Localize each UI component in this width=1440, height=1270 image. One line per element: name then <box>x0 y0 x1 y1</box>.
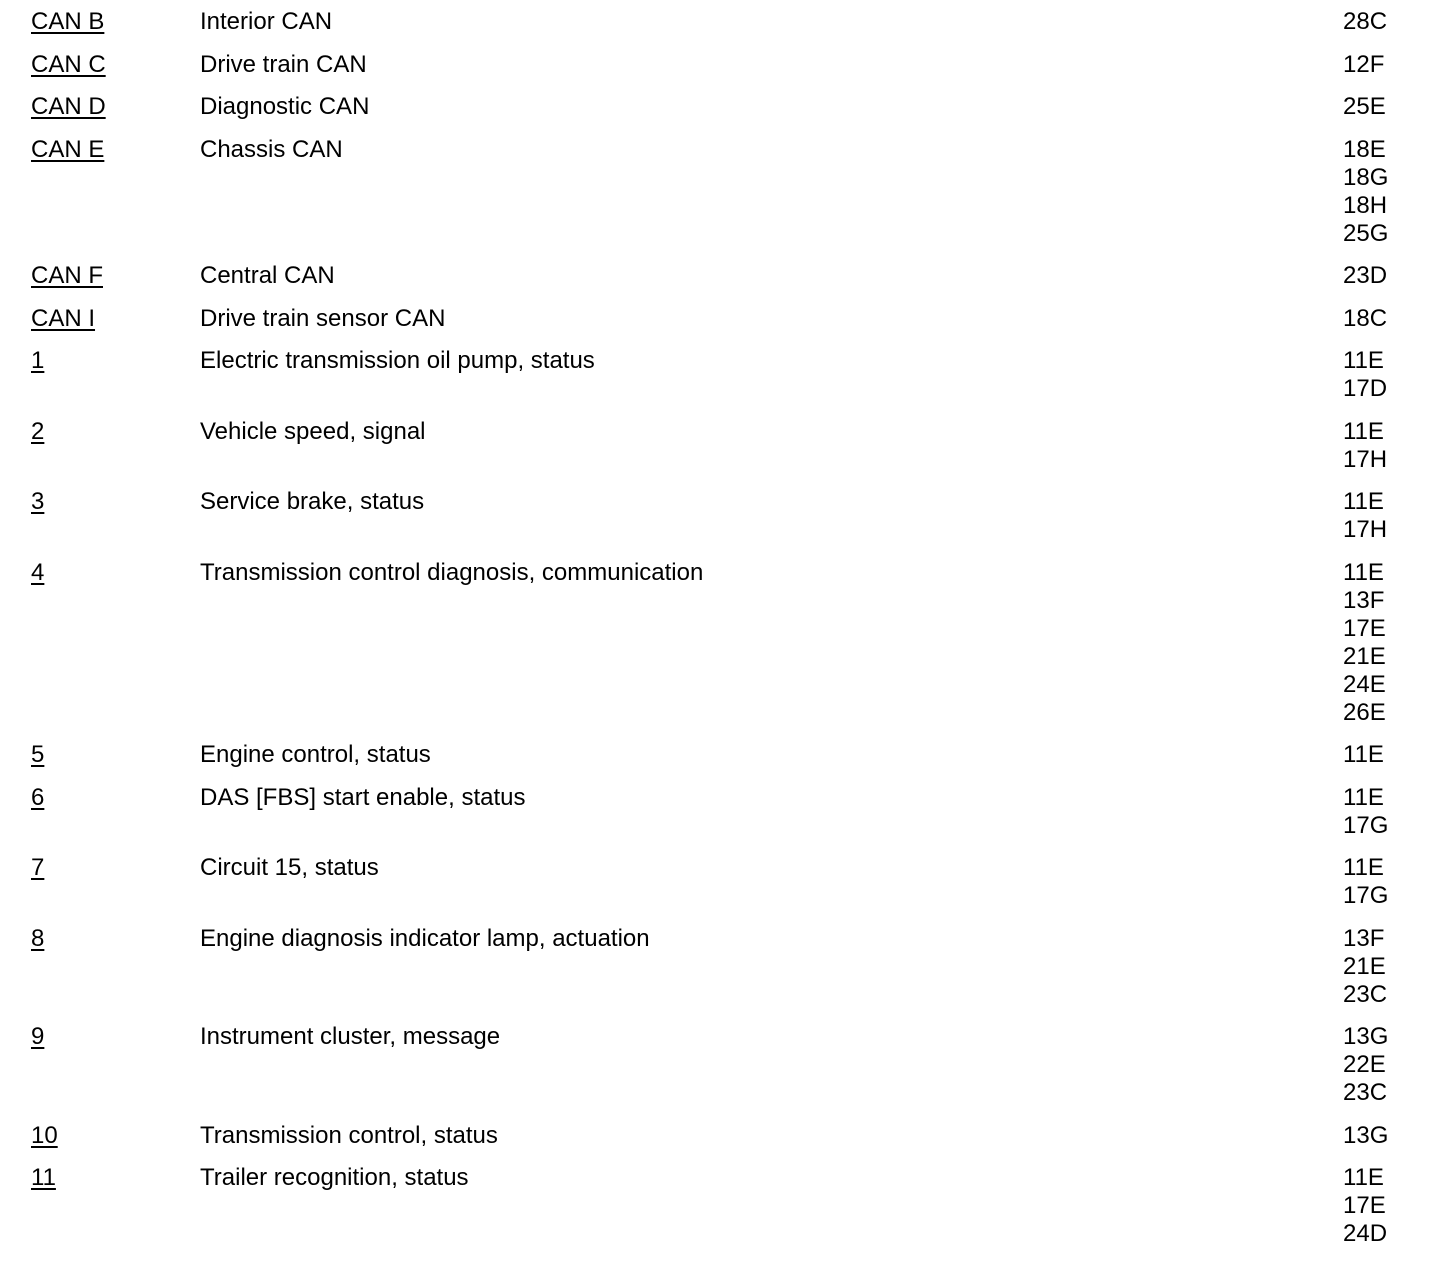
legend-grid-references <box>1343 1164 1411 1248</box>
legend-description: Transmission control diagnosis, communication <box>200 558 704 586</box>
legend-key-link[interactable]: 6 <box>31 783 45 811</box>
legend-key-link[interactable]: 8 <box>31 924 45 952</box>
legend-row <box>31 262 1411 290</box>
grid-reference: 13F <box>1343 924 1385 952</box>
grid-reference: 11E <box>1343 854 1384 881</box>
legend-description: Service brake, status <box>200 488 425 515</box>
legend-grid-references <box>1343 741 1411 769</box>
legend-grid-references <box>1343 925 1411 1009</box>
grid-reference: 11E <box>1343 347 1384 374</box>
legend-grid-references <box>1343 854 1411 910</box>
grid-reference: 11E <box>1343 1164 1384 1191</box>
grid-reference: 11E <box>1343 488 1384 515</box>
legend-description: Diagnostic CAN <box>200 93 370 120</box>
legend-row <box>31 1122 1411 1150</box>
legend-key-link[interactable]: 4 <box>31 558 45 586</box>
legend-key-link[interactable]: 2 <box>31 417 45 445</box>
grid-reference: 11E <box>1343 783 1384 811</box>
legend-key-link[interactable]: CAN B <box>31 8 105 35</box>
grid-reference: 24E <box>1343 670 1386 698</box>
grid-reference: 17D <box>1343 375 1388 402</box>
legend-key-link[interactable]: 3 <box>31 488 45 515</box>
legend-row <box>31 1164 1411 1248</box>
legend-description: Instrument cluster, message <box>200 1023 501 1050</box>
legend-key-link[interactable]: 10 <box>31 1121 58 1149</box>
grid-reference: 13G <box>1343 1121 1389 1149</box>
legend-description: Engine diagnosis indicator lamp, actuation <box>200 924 650 952</box>
signal-legend-table <box>31 8 1411 1263</box>
legend-key-link[interactable]: CAN C <box>31 50 106 78</box>
grid-reference: 12F <box>1343 50 1385 78</box>
grid-reference: 18G <box>1343 163 1389 191</box>
legend-row <box>31 136 1411 248</box>
legend-key-link[interactable]: 7 <box>31 854 45 881</box>
legend-key-link[interactable]: 5 <box>31 741 45 768</box>
legend-row <box>31 418 1411 474</box>
grid-reference: 17H <box>1343 516 1388 543</box>
legend-row <box>31 93 1411 121</box>
legend-grid-references <box>1343 559 1411 727</box>
grid-reference: 21E <box>1343 952 1386 980</box>
legend-description: DAS [FBS] start enable, status <box>200 783 526 811</box>
legend-grid-references <box>1343 262 1411 290</box>
grid-reference: 25E <box>1343 93 1386 120</box>
legend-grid-references <box>1343 784 1411 840</box>
legend-row <box>31 559 1411 727</box>
grid-reference: 23C <box>1343 1079 1388 1106</box>
legend-description: Electric transmission oil pump, status <box>200 347 595 374</box>
grid-reference: 11E <box>1343 741 1384 768</box>
legend-row <box>31 741 1411 769</box>
legend-grid-references <box>1343 93 1411 121</box>
legend-row <box>31 925 1411 1009</box>
legend-row <box>31 854 1411 910</box>
legend-grid-references <box>1343 51 1411 79</box>
legend-key-link[interactable]: 11 <box>31 1164 56 1191</box>
grid-reference: 17E <box>1343 614 1386 642</box>
legend-grid-references <box>1343 418 1411 474</box>
grid-reference: 17G <box>1343 882 1389 909</box>
grid-reference: 23C <box>1343 980 1388 1008</box>
grid-reference: 22E <box>1343 1051 1386 1078</box>
grid-reference: 18C <box>1343 304 1388 332</box>
legend-row <box>31 488 1411 544</box>
legend-grid-references <box>1343 8 1411 36</box>
grid-reference: 28C <box>1343 8 1388 35</box>
legend-description: Drive train sensor CAN <box>200 304 446 332</box>
grid-reference: 11E <box>1343 558 1384 586</box>
legend-key-link[interactable]: CAN F <box>31 262 103 289</box>
legend-description: Central CAN <box>200 262 335 289</box>
legend-row <box>31 784 1411 840</box>
legend-row <box>31 305 1411 333</box>
legend-description: Vehicle speed, signal <box>200 417 426 445</box>
grid-reference: 18H <box>1343 191 1388 219</box>
legend-grid-references <box>1343 136 1411 248</box>
legend-key-link[interactable]: CAN D <box>31 93 106 120</box>
legend-description: Transmission control, status <box>200 1121 498 1149</box>
legend-row <box>31 347 1411 403</box>
grid-reference: 25G <box>1343 219 1389 247</box>
legend-grid-references <box>1343 1023 1411 1107</box>
legend-key-link[interactable]: CAN E <box>31 135 105 163</box>
legend-grid-references <box>1343 488 1411 544</box>
grid-reference: 24D <box>1343 1220 1388 1247</box>
legend-grid-references <box>1343 1122 1411 1150</box>
legend-row <box>31 51 1411 79</box>
grid-reference: 13G <box>1343 1023 1389 1050</box>
grid-reference: 23D <box>1343 262 1388 289</box>
grid-reference: 18E <box>1343 135 1386 163</box>
grid-reference: 17H <box>1343 445 1388 473</box>
legend-key-link[interactable]: 1 <box>31 347 45 374</box>
legend-description: Engine control, status <box>200 741 431 768</box>
grid-reference: 11E <box>1343 417 1384 445</box>
legend-description: Interior CAN <box>200 8 333 35</box>
legend-key-link[interactable]: 9 <box>31 1023 45 1050</box>
legend-description: Trailer recognition, status <box>200 1164 469 1191</box>
legend-row <box>31 8 1411 36</box>
legend-key-link[interactable]: CAN I <box>31 304 96 332</box>
legend-row <box>31 1023 1411 1107</box>
grid-reference: 26E <box>1343 698 1386 726</box>
grid-reference: 17E <box>1343 1192 1386 1219</box>
legend-grid-references <box>1343 305 1411 333</box>
legend-grid-references <box>1343 347 1411 403</box>
legend-description: Circuit 15, status <box>200 854 379 881</box>
legend-description: Chassis CAN <box>200 135 343 163</box>
grid-reference: 21E <box>1343 642 1386 670</box>
grid-reference: 17G <box>1343 811 1389 839</box>
grid-reference: 13F <box>1343 586 1385 614</box>
legend-description: Drive train CAN <box>200 50 367 78</box>
